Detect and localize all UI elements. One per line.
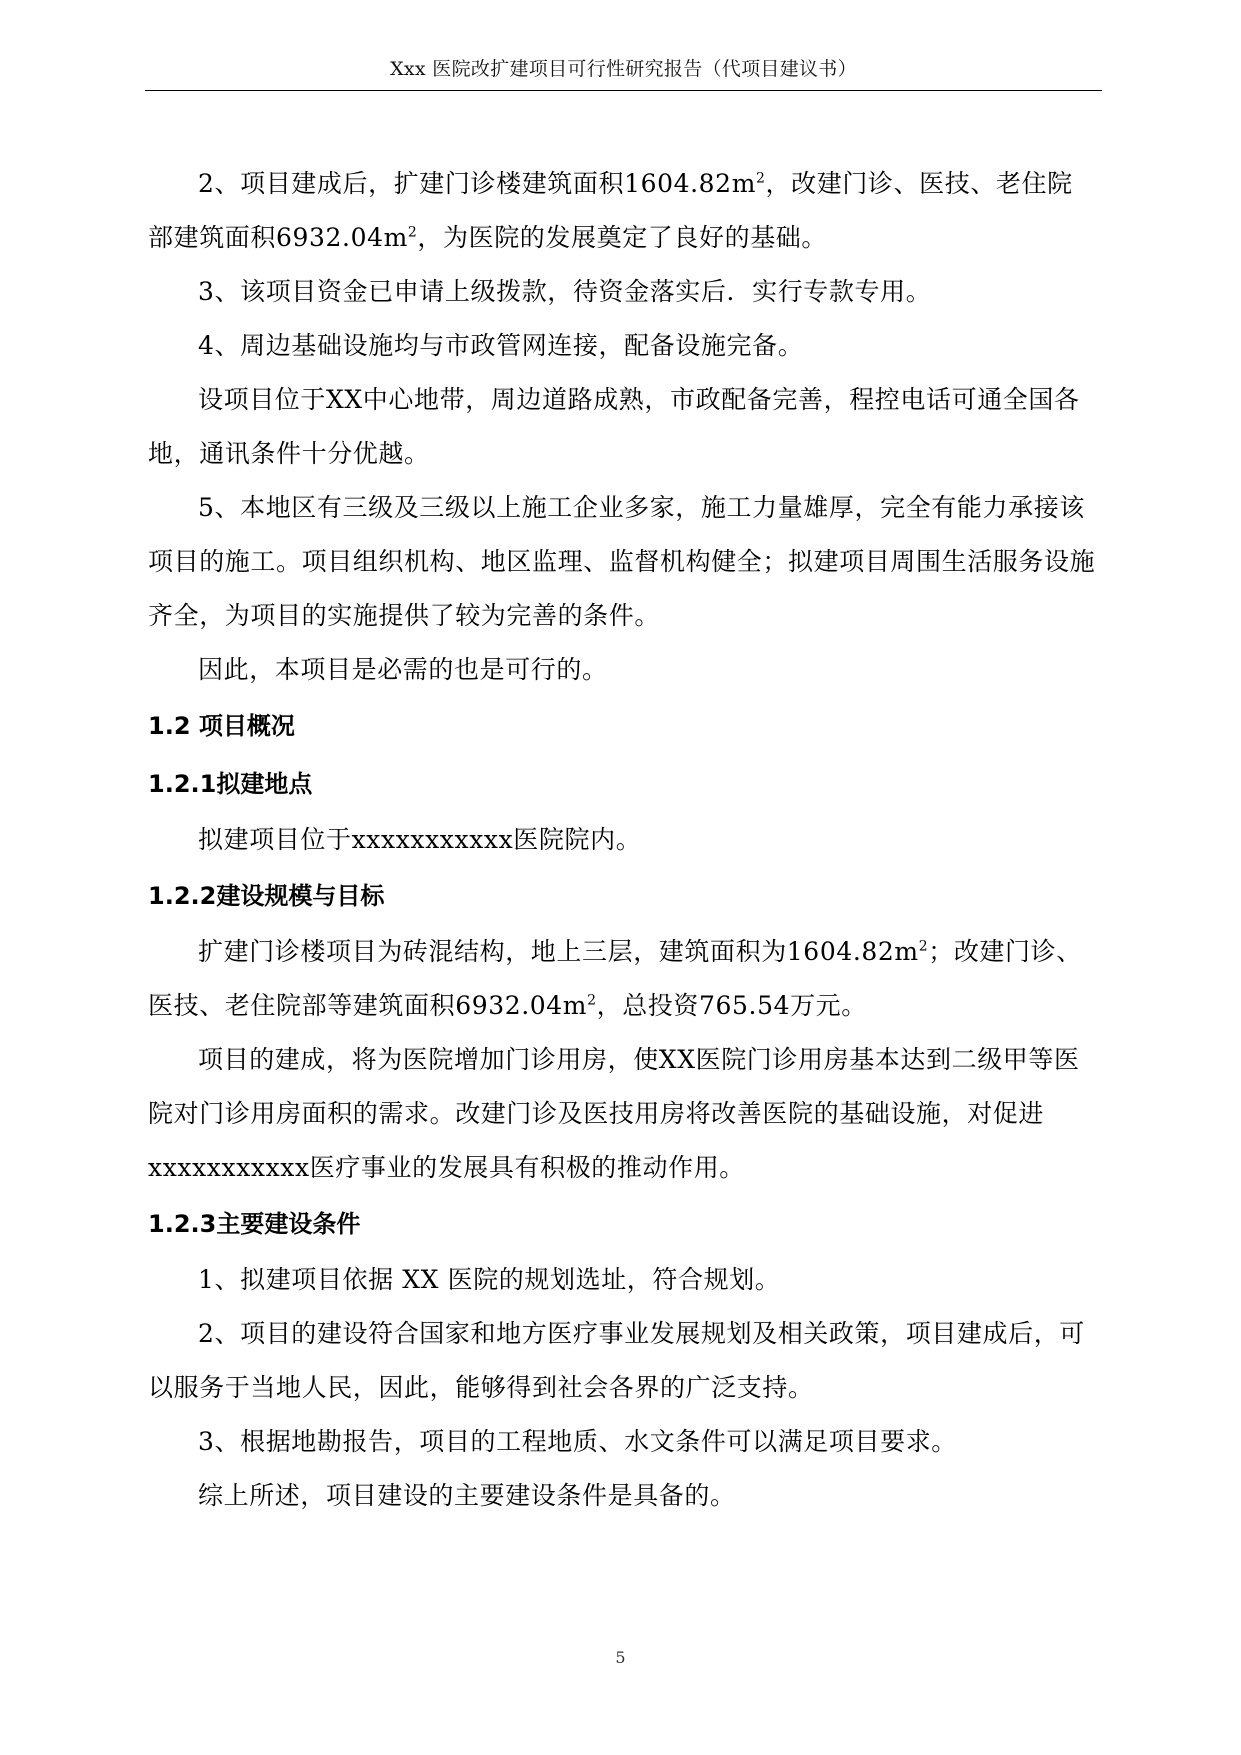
paragraph-site: 拟建项目位于xxxxxxxxxxx医院院内。 [198, 825, 642, 854]
paragraph-condition-2: 2、项目的建设符合国家和地方医疗事业发展规划及相关政策，项目建成后，可以服务于当地人民，因此，能够得到社会各界的广泛支持。 [148, 1319, 1085, 1402]
paragraph-condition-1: 1、拟建项目依据 XX 医院的规划选址，符合规划。 [198, 1265, 781, 1294]
paragraph-item-2: 2、项目建成后，扩建门诊楼建筑面积$1604.82m^2$，改建门诊、医技、老住院部建筑面积$6932.04m^2$，为医院的发展奠定了良好的基础。 [148, 169, 1073, 252]
section-heading-1-2-1: 1.2.1拟建地点 [148, 770, 313, 798]
running-header [145, 54, 1102, 91]
section-heading-1-2: 1.2 项目概况 [148, 712, 295, 740]
paragraph-item-3: 3、该项目资金已申请上级拨款，待资金落实后．实行专款专用。 [198, 277, 932, 306]
paragraph-item-5: 5、本地区有三级及三级以上施工企业多家，施工力量雄厚，完全有能力承接该项目的施工。项目组织机构、地区监理、监督机构健全；拟建项目周围生活服务设施齐全，为项目的实施提供了较为完善的条件。 [148, 493, 1096, 630]
document-body [148, 157, 1098, 1523]
paragraph-condition-3: 3、根据地勘报告，项目的工程地质、水文条件可以满足项目要求。 [198, 1427, 957, 1456]
paragraph-location: 设项目位于XX中心地带，周边道路成熟，市政配备完善，程控电话可通全国各地，通讯条件十分优越。 [148, 385, 1080, 468]
page-number: 5 [615, 1648, 626, 1667]
paragraph-item-4: 4、周边基础设施均与市政管网连接，配备设施完备。 [198, 331, 804, 360]
section-heading-1-2-2: 1.2.2建设规模与目标 [148, 882, 385, 910]
paragraph-goal: 项目的建成，将为医院增加门诊用房，使XX医院门诊用房基本达到二级甲等医院对门诊用房面积的需求。改建门诊及医技用房将改善医院的基础设施，对促进xxxxxxxxxxx医疗事业的发展具有积极的推动作用。 [148, 1045, 1080, 1182]
paragraph-scale: 扩建门诊楼项目为砖混结构，地上三层，建筑面积为$1604.82m^2$；改建门诊、医技、老住院部等建筑面积$6932.04m^2$，总投资765.54万元。 [148, 937, 1082, 1020]
section-heading-1-2-3: 1.2.3主要建设条件 [148, 1210, 361, 1238]
paragraph-summary: 综上所述，项目建设的主要建设条件是具备的。 [198, 1481, 736, 1510]
header-title: Xxx 医院改扩建项目可行性研究报告（代项目建议书） [390, 58, 857, 80]
paragraph-conclusion: 因此，本项目是必需的也是可行的。 [198, 655, 608, 684]
